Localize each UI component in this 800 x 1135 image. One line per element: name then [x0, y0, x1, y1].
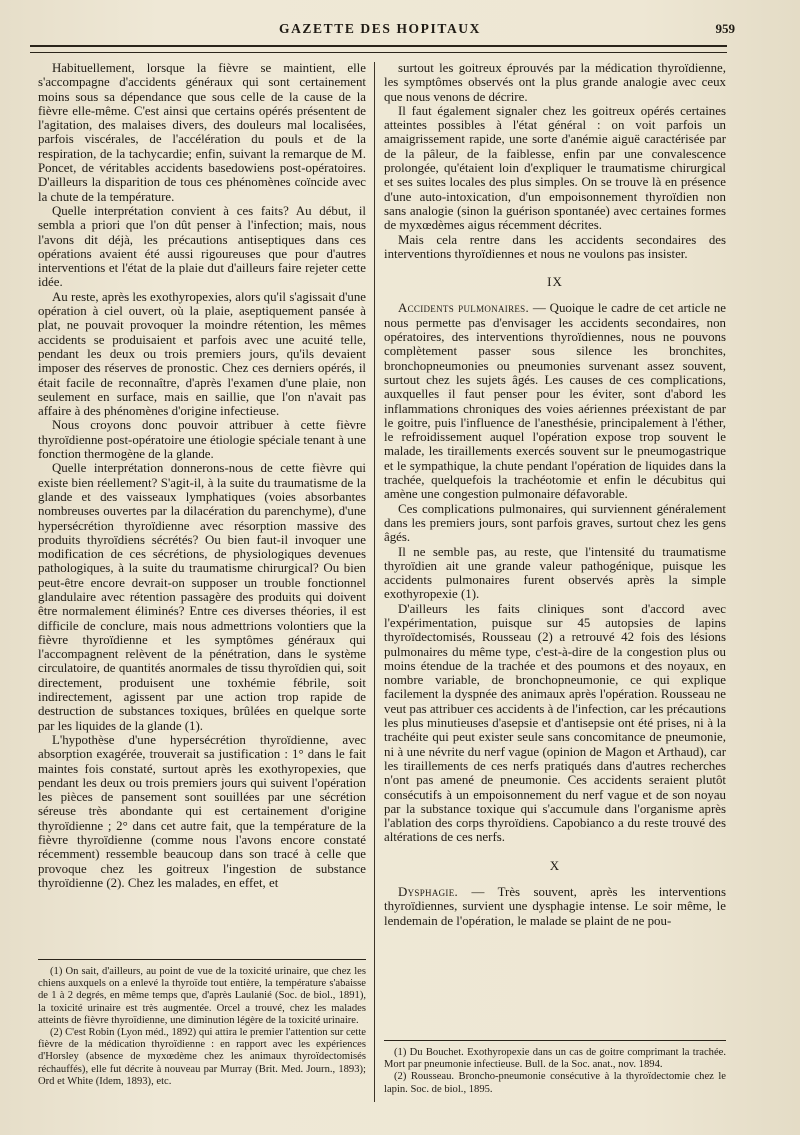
paragraph: Il ne semble pas, au reste, que l'intensité du traumatisme thyroïdien ait une grande valeur pathogénique, puisque les accidents pulmonaires furent observés après la simple exothyropexie (1).	[384, 544, 726, 602]
right-footnotes	[384, 1026, 726, 1096]
paragraph: L'hypothèse d'une hypersécrétion thyroïdienne, avec absorption exagérée, trouverait sa justification : 1° dans le fait maintes fois constaté, surtout après les exothyropexies, que pendant les deux ou trois premiers jours qui suivent l'opération les pièces de pansement sont souillées par une sécrétion séreuse très abondante qui est certainement d'origine thyroïdienne ; 2° dans cet autre fait, que la température de la fièvre thyroïdienne (comme nous l'avons encore constaté récemment) ressemble beaucoup dans son tracé à celle que provoque chez les goitreux l'ingestion de substance thyroïdienne (2). Chez les malades, en effet, et	[38, 732, 366, 890]
footnote-rule	[384, 1040, 726, 1041]
section-number: X	[549, 857, 561, 873]
footnote: (2) C'est Robin (Lyon méd., 1892) qui attira le premier l'attention sur cette fièvre de la médication thyroïdienne : en rapport avec les expériences d'Horsley (absence de myxœdème chez les animaux thyroïdectomisés réchauffés), elle fut décrite à nouveau par Murray (Brit. Med. Journ., 1893); Ord et White (Idem, 1893), etc.	[38, 1027, 366, 1087]
header-rule-thin	[30, 52, 727, 53]
footnote: (2) Rousseau. Broncho-pneumonie consécutive à la thyroïdectomie chez le lapin. Soc. de biol., 1895.	[384, 1071, 726, 1095]
paragraph: Quelle interprétation donnerons-nous de cette fièvre qui existe bien réellement? S'agit-il, à la suite du traumatisme de la glande et des vaisseaux lymphatiques (voies absorbantes nombreuses ouvertes par la dilacération du parenchyme), d'une hypersécrétion thyroïdienne avec résorption massive des produits thyroïdiens sécrétés? Ou bien faut-il invoquer une modification de ces sécrétions, de physiologiques devenues pathologiques, à la suite du traumatisme chirurgical? Ou bien peut-être encore devrait-on supposer un trouble fonctionnel glandulaire avec rétention passagère des produits qui doivent être normalement éliminés? Entre ces diverses théories, il est difficile de conclure, mais nous admettrions volontiers que la fièvre thyroïdienne et les symptômes généraux qui l'accompagnent relèvent de la pénétration, dans le système circulatoire, de quantités anormales de tissu thyroïdien qui, soit directement, produisent une toxhémie fébrile, soit indirectement, agissent par une action trop rapide de destruction de substances toxiques, brûlées en quelque sorte par les liquides de la glande (1).	[38, 461, 366, 733]
paragraph: Quelle interprétation convient à ces faits? Au début, il sembla a priori que l'on dût penser à l'infection; mais, nous l'avons dit déjà, les précautions antiseptiques dans ces opérations avaient été aussi rigoureuses que pour d'autres interventions et l'état de la plaie dut d'ailleurs faire rejeter cette idée.	[38, 203, 366, 290]
paragraph: Ces complications pulmonaires, qui surviennent généralement dans les premiers jours, sont parfois graves, surtout chez les gens âgés.	[384, 501, 726, 545]
paragraph: Il faut également signaler chez les goitreux opérés certaines atteintes possibles à l'état général : on voit parfois un amaigrissement rapide, une sorte d'anémie aiguë caractérisée par de la pâleur, de la faiblesse, enfin par une convalescence prolongée, qu'étaient loin d'expliquer le traumatisme chirurgical et ses suites locales des plus simples. On se trouve là en présence d'une auto-intoxication, d'un empoisonnement thyroïdien non sans analogie (sinon la guérison spontanée) avec certaines formes de myxœdèmes aigus récemment décrites.	[384, 103, 726, 233]
column-divider	[374, 62, 375, 1102]
footnote: (1) On sait, d'ailleurs, au point de vue de la toxicité urinaire, que chez les chiens auxquels on a enlevé la thyroïde tout entière, la température s'abaisse de 1 à 2 degrés, en même temps que, d'après Laulanié (Soc. de biol., 1891), la toxicité urinaire est très augmentée. Orcel a trouvé, chez les malades atteints de fièvre thyroïdienne, une diminution légère de la toxicité urinaire.	[38, 966, 366, 1026]
left-column	[38, 61, 366, 890]
page-header	[30, 20, 735, 40]
section-heading: Accidents pulmonaires.	[398, 301, 530, 316]
paragraph: surtout les goitreux éprouvés par la médication thyroïdienne, les symptômes observés ont la plus grande analogie avec ceux que nous venons de décrire.	[384, 61, 726, 104]
paragraph: Au reste, après les exothyropexies, alors qu'il s'agissait d'une opération à ciel ouvert, où la plaie, aseptiquement pansée à plat, ne pouvait provoquer la moindre rétention, les mêmes accidents se produisaient et parfois avec une acuité telle, pendant les deux ou trois premiers jours, qu'ils devaient imposer des réserves de pronostic. Chez ces derniers opérés, il était facile de reconnaître, d'après l'examen d'une plaie, non seulement en surface, mais en saillie, que l'on n'avait pas affaire à des phénomènes d'origine infectieuse.	[38, 289, 366, 419]
journal-title: GAZETTE DES HOPITAUX	[278, 21, 482, 36]
header-rule-thick	[30, 45, 727, 47]
paragraph: Habituellement, lorsque la fièvre se maintient, elle s'accompagne d'accidents généraux qui sont certainement moins sous sa dépendance que sous celle de la cause de la fièvre elle-même. C'est ainsi que certains opérés présentent de l'agitation, des malaises divers, des douleurs mal localisées, parfois viscérales, de l'accélération du pouls et de la respiration, de la tachycardie; enfin, suivant la remarque de M. Poncet, de véritables accidents basedowiens post-opératoires. D'ailleurs la disparition de tous ces phénomènes coïncide avec la chute de la température.	[38, 61, 366, 204]
left-footnotes	[38, 945, 366, 1088]
footnote: (1) Du Bouchet. Exothyropexie dans un cas de goitre comprimant la trachée. Mort par pneumonie infectieuse. Bull. de la Soc. anat., nov. 1894.	[384, 1047, 726, 1071]
paragraph	[384, 301, 726, 501]
footnote-rule	[38, 959, 366, 960]
paragraph-text: — Quoique le cadre de cet article ne nous permette pas d'envisager les accidents secondaires, non opératoires, des interventions thyroïdiennes, nous ne pouvons complètement passer sous silence les bronchites, bronchopneumonies ou pneumonies survenant assez souvent, surtout chez les sujets âgés. Les causes de ces complications, auxquelles il faut penser pour les éviter, sont d'abord les inflammations chroniques des voies aériennes préexistant de par le goitre, puis l'influence de l'anesthésie, principalement à l'éther, le refroidissement auquel l'opération expose trop souvent le malade, les tiraillements exercés souvent sur le pneumogastrique et le sympathique, la chute pendant l'opération de liquides dans la trachée, quelquefois la trachéotomie et enfin le décubitus qui amène une congestion pulmonaire défavorable.	[384, 301, 726, 502]
paragraph	[384, 885, 726, 928]
paragraph: Mais cela rentre dans les accidents secondaires des interventions thyroïdiennes et nous ne voulons pas insister.	[384, 232, 726, 261]
section-number: IX	[547, 274, 563, 290]
section-heading: Dysphagie.	[398, 885, 459, 900]
page-number: 959	[715, 21, 735, 36]
paragraph-text: — Très souvent, après les interventions thyroïdiennes, survient une dysphagie intense. Le soir même, le lendemain de l'opération, le malade se plaint de ne pou-	[384, 885, 726, 928]
paragraph: Nous croyons donc pouvoir attribuer à cette fièvre thyroïdienne post-opératoire une étiologie spéciale tenant à une fonction thermogène de la glande.	[38, 418, 366, 462]
paragraph: D'ailleurs les faits cliniques sont d'accord avec l'expérimentation, puisque sur 45 autopsies de lapins thyroïdectomisés, Rousseau (2) a retrouvé 42 fois des lésions pulmonaires du même type, c'est-à-dire de la congestion plus ou moins étendue de la trachée et des poumons et des noyaux, en nombre variable, de bronchopneumonie, ce qui explique facilement la dyspnée des animaux après l'opération. Rousseau ne veut pas attribuer ces accidents à de l'infection, car les précautions les plus minutieuses d'asepsie et d'antisepsie ont été prises, ni à la trachéite qui peut exister seule sans concomitance de pneumonie, ni à une névrite du nerf vague (opinion de Magon et Arthaud), car les tiraillements de ces nerfs pratiqués dans d'autres recherches n'ont pas amené de pneumonie. Ces accidents seraient plutôt consécutifs à un empoisonnement du nerf vague et de son noyau par la substance toxique qui s'accumule dans l'organisme après l'ablation des corps thyroïdiens. Capobianco a du reste trouvé des altérations de ces nerfs.	[384, 601, 726, 845]
right-column	[384, 61, 726, 928]
